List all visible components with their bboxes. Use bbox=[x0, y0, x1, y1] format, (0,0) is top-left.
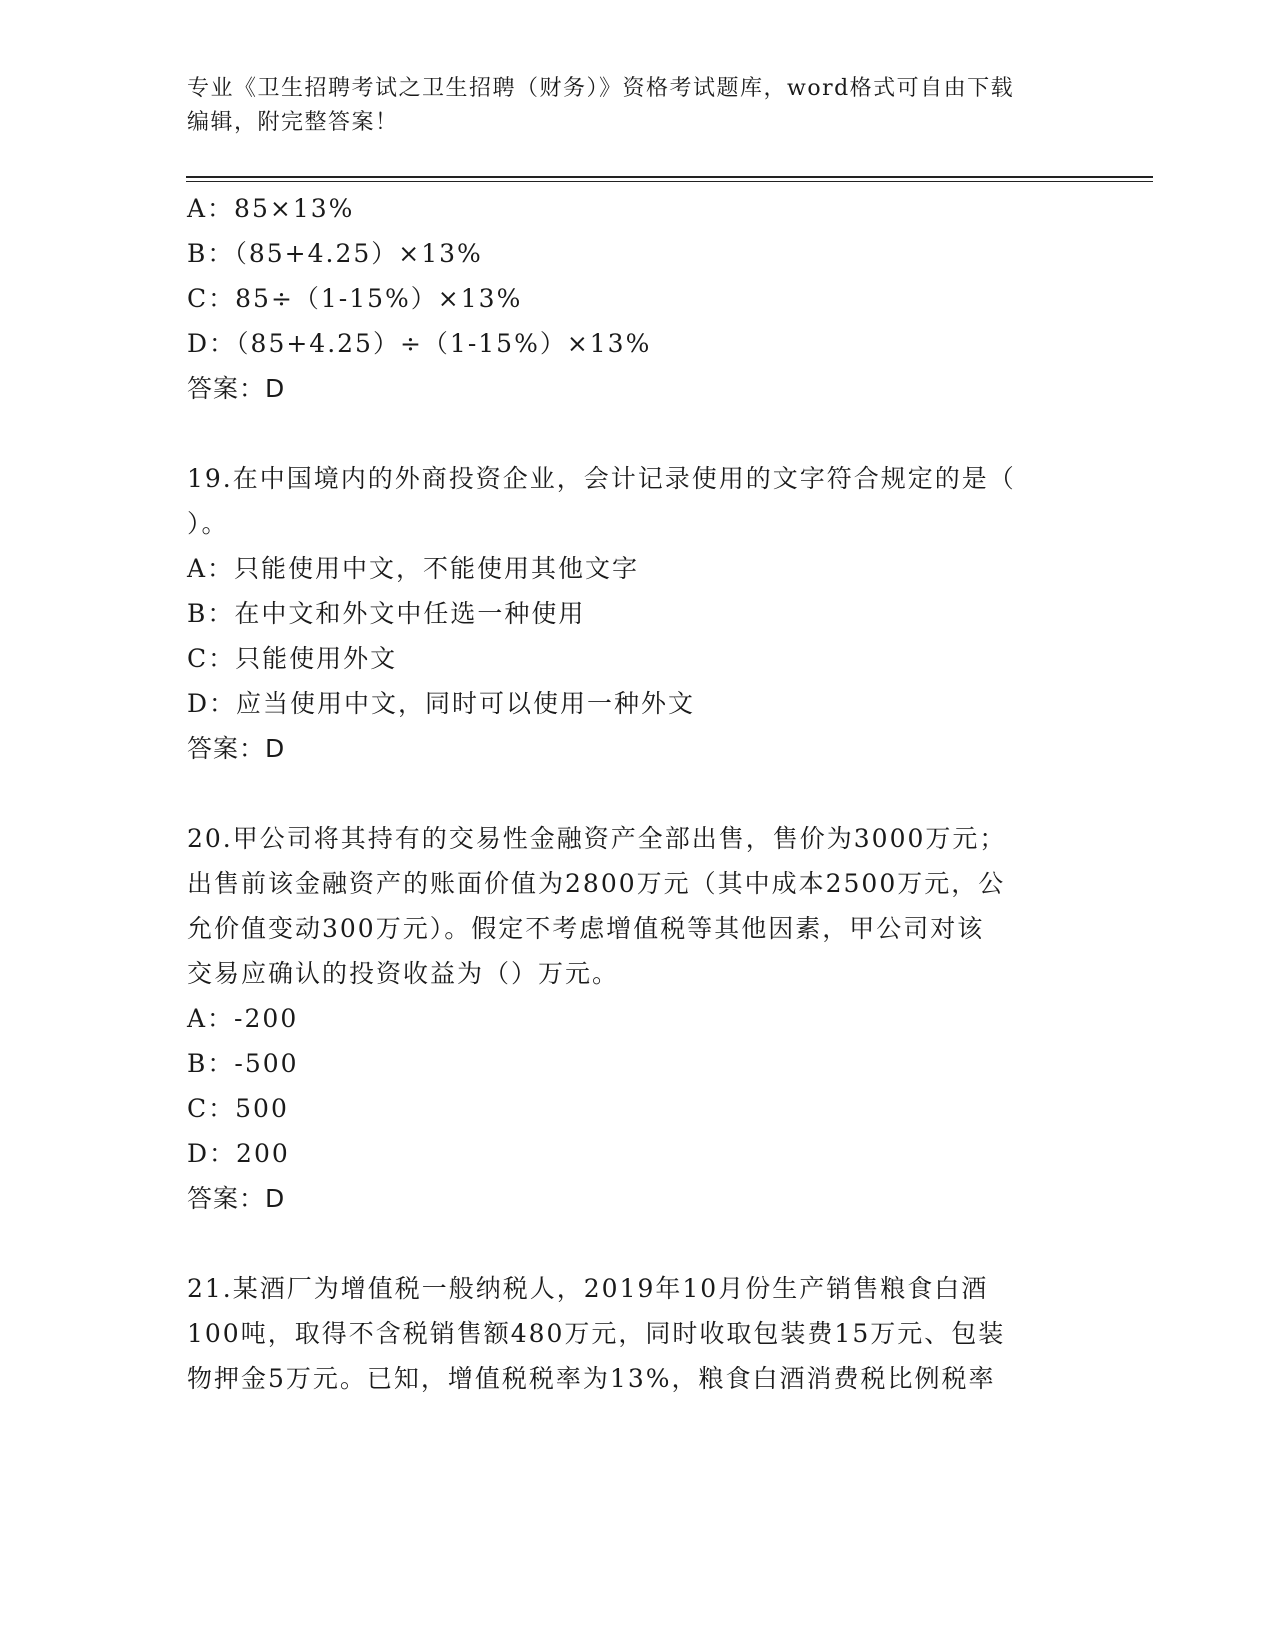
q19-answer: 答案：D bbox=[187, 734, 286, 763]
q20-option-c: C：500 bbox=[187, 1094, 289, 1123]
q19-stem-line-2: ）。 bbox=[187, 509, 229, 538]
q20-option-d: D：200 bbox=[187, 1139, 290, 1168]
prev-option-d: D：（85+4.25）÷（1-15%）×13% bbox=[187, 329, 652, 358]
prev-option-b: B：（85+4.25）×13% bbox=[187, 239, 483, 268]
q20-option-b: B：-500 bbox=[187, 1049, 299, 1078]
prev-answer: 答案：D bbox=[187, 374, 286, 403]
q20-stem-line-1: 20.甲公司将其持有的交易性金融资产全部出售，售价为3000万元； bbox=[187, 824, 1007, 853]
prev-option-a: A：85×13% bbox=[187, 194, 355, 223]
q21-stem-line-1: 21.某酒厂为增值税一般纳税人，2019年10月份生产销售粮食白酒 bbox=[187, 1274, 989, 1303]
q20-stem-line-2: 出售前该金融资产的账面价值为2800万元（其中成本2500万元，公 bbox=[187, 869, 1006, 898]
q19-option-d: D：应当使用中文，同时可以使用一种外文 bbox=[187, 689, 696, 718]
q19-option-c: C：只能使用外文 bbox=[187, 644, 398, 673]
q20-stem-line-3: 允价值变动300万元）。假定不考虑增值税等其他因素，甲公司对该 bbox=[187, 914, 985, 943]
q20-option-a: A：-200 bbox=[187, 1004, 299, 1033]
header-divider-thick bbox=[186, 176, 1153, 178]
prev-option-c: C：85÷（1-15%）×13% bbox=[187, 284, 523, 313]
q19-stem-line-1: 19.在中国境内的外商投资企业，会计记录使用的文字符合规定的是（ bbox=[187, 464, 1016, 493]
q20-answer: 答案：D bbox=[187, 1184, 286, 1213]
q19-option-a: A：只能使用中文，不能使用其他文字 bbox=[187, 554, 640, 583]
header-line-1: 专业《卫生招聘考试之卫生招聘（财务）》资格考试题库，word格式可自由下载 bbox=[187, 76, 1015, 101]
q21-stem-line-2: 100吨，取得不含税销售额480万元，同时收取包装费15万元、包装 bbox=[187, 1319, 1006, 1348]
q19-option-b: B：在中文和外文中任选一种使用 bbox=[187, 599, 586, 628]
q20-stem-line-4: 交易应确认的投资收益为（）万元。 bbox=[187, 959, 620, 988]
header-line-2: 编辑，附完整答案！ bbox=[187, 110, 399, 135]
q21-stem-line-3: 物押金5万元。已知，增值税税率为13%，粮食白酒消费税比例税率 bbox=[187, 1364, 996, 1393]
document-header bbox=[187, 72, 1067, 140]
header-divider-thin bbox=[186, 181, 1153, 182]
